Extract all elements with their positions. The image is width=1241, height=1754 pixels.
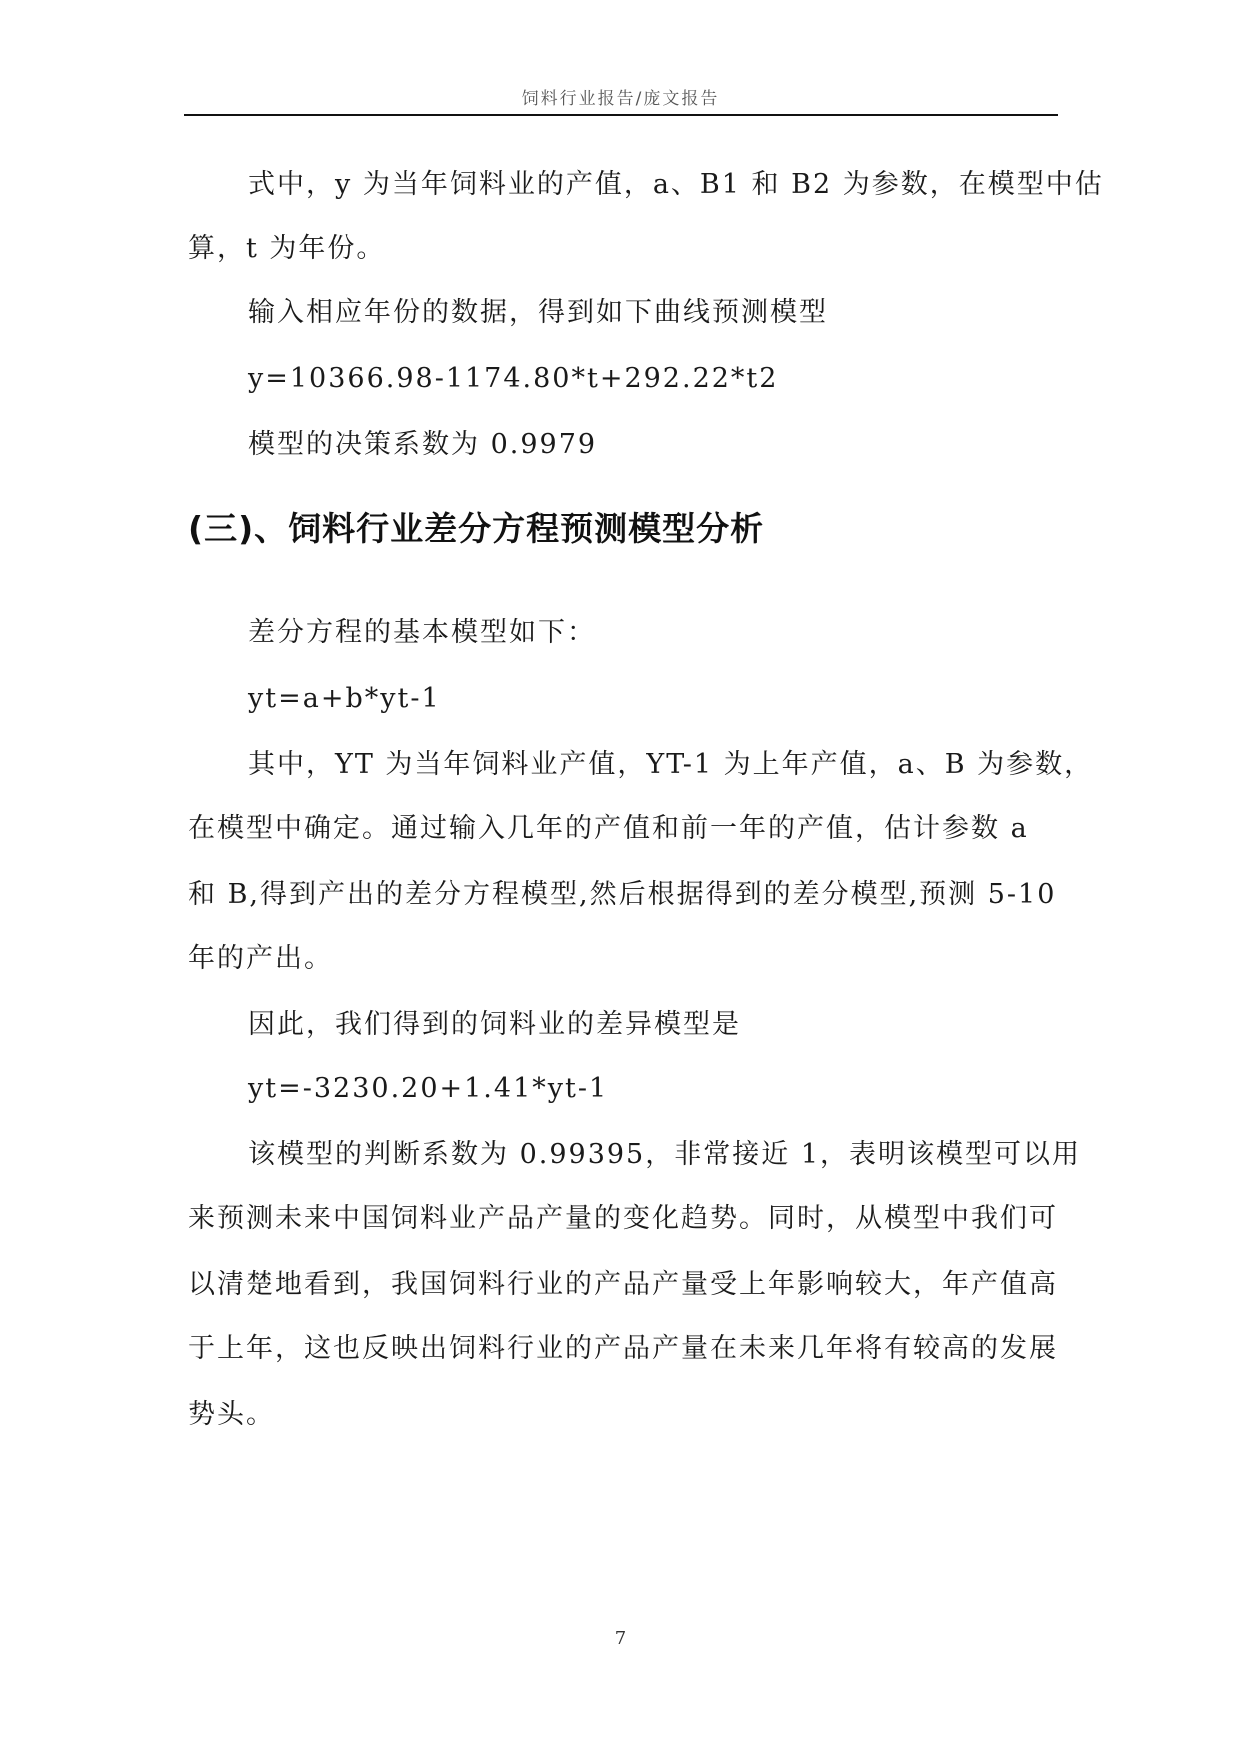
paragraph-line: 以清楚地看到，我国饲料行业的产品产量受上年影响较大，年产值高 <box>188 1269 1058 1300</box>
paragraph-line: 差分方程的基本模型如下： <box>248 617 596 648</box>
paragraph-line: 输入相应年份的数据，得到如下曲线预测模型 <box>248 297 828 328</box>
paragraph-line: 来预测未来中国饲料业产品产量的变化趋势。同时，从模型中我们可 <box>188 1203 1058 1234</box>
paragraph-line: 该模型的判断系数为 0.99395，非常接近 1，表明该模型可以用 <box>248 1139 1081 1170</box>
header-divider <box>184 114 1058 116</box>
paragraph-line: 于上年，这也反映出饲料行业的产品产量在未来几年将有较高的发展 <box>188 1333 1058 1364</box>
paragraph-line: 在模型中确定。通过输入几年的产值和前一年的产值，估计参数 a <box>188 813 1029 844</box>
paragraph-line: 因此，我们得到的饲料业的差异模型是 <box>248 1009 741 1040</box>
page-number: 7 <box>614 1628 627 1649</box>
section-heading: (三)、饲料行业差分方程预测模型分析 <box>188 509 765 548</box>
paragraph-line: 算，t 为年份。 <box>188 233 386 264</box>
paragraph-line: 年的产出。 <box>188 943 333 974</box>
paragraph-line: 和 B,得到产出的差分方程模型,然后根据得到的差分模型,预测 5-10 <box>188 879 1057 910</box>
paragraph-line: 势头。 <box>188 1399 275 1430</box>
paragraph-line: 式中，y 为当年饲料业的产值，a、B1 和 B2 为参数，在模型中估 <box>248 169 1104 200</box>
paragraph-line: 其中，YT 为当年饲料业产值，YT-1 为上年产值，a、B 为参数， <box>248 749 1094 780</box>
formula-line: yt=a+b*yt-1 <box>248 683 441 714</box>
formula-line: yt=-3230.20+1.41*yt-1 <box>248 1073 609 1104</box>
page-header: 饲料行业报告/庞文报告 <box>521 89 720 109</box>
formula-line: y=10366.98-1174.80*t+292.22*t2 <box>248 363 779 394</box>
paragraph-line: 模型的决策系数为 0.9979 <box>248 429 598 460</box>
